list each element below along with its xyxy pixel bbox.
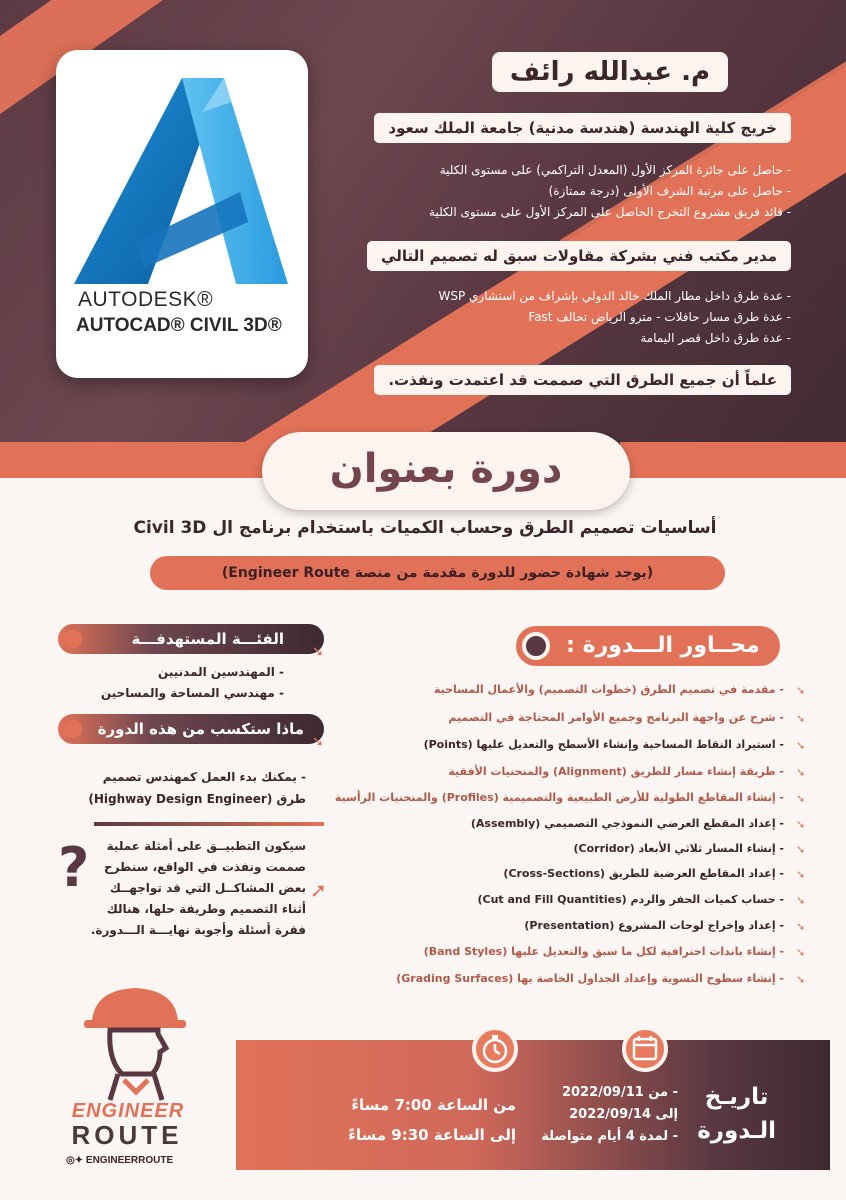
award-item: - قائد فريق مشروع التخرج الحاصل على المركز الأول على مستوى الكلية (429, 205, 791, 219)
schedule-label-line: تاريـخ (704, 1084, 769, 1110)
arrow-icon: ➘ (796, 818, 806, 831)
schedule-label (697, 1080, 776, 1148)
approval-note: علماً أن جميع الطرق التي صممت قد اعتمدت ونفذت. (374, 365, 791, 395)
decor-band (620, 442, 846, 478)
role-heading: مدير مكتب فني بشركة مقاولات سبق له تصميم التالي (367, 241, 791, 271)
project-item: - عدة طرق مسار حافلات - مترو الرياض تحالف Fast (528, 310, 791, 324)
logo-brand-text: AUTODESK® (78, 288, 214, 311)
time-from: من الساعة 7:00 مساءً (351, 1096, 516, 1114)
award-item: - حاصل على مرتبة الشرف الأولى (درجة ممتازة) (548, 184, 791, 198)
topic-item: - إعداد المقاطع العرضية للطريق (Cross-Sections) (503, 867, 784, 880)
topic-item: - طريقة إنشاء مسار للطريق (Alignment) والمنحنيات الأفقية (448, 765, 784, 778)
gain-line: طرق (Highway Design Engineer) (88, 792, 306, 806)
logo-product-text: AUTOCAD® CIVIL 3D® (76, 315, 282, 336)
practice-line: أثناء التصميم وطريقة حلها، هنالك (106, 902, 306, 916)
arrow-icon: ➘ (796, 739, 806, 752)
practice-line: صممت ونفذت في الواقع، سنطرح (103, 860, 306, 874)
project-item: - عدة طرق داخل قصر اليمامة (640, 331, 791, 345)
topic-item: - إعداد المقطع العرضي النموذجي التصميمي (Assembly) (470, 817, 784, 830)
course-subtitle: أساسيات تصميم الطرق وحساب الكميات باستخدام برنامج ال Civil 3D (133, 518, 717, 538)
brand-handle-text: ENGINEERROUTE (85, 1155, 174, 1166)
decor-ring (522, 632, 550, 660)
question-mark-icon: ? (58, 836, 90, 899)
twitter-icon: ✦ (74, 1155, 84, 1166)
autocad-a-logo-icon (74, 72, 290, 322)
calendar-icon (622, 1026, 668, 1072)
autocad-logo-card (56, 50, 308, 378)
arrow-icon: ➘ (796, 894, 806, 907)
practice-line: سيكون التطبيــق على أمثلة عملية (106, 839, 306, 853)
certificate-note: (يوجد شهادة حضور للدورة مقدمة من منصة Engineer Route) (150, 556, 725, 590)
arrow-icon: ➘ (796, 766, 806, 779)
brand-line1: ENGINEER (71, 1100, 185, 1122)
date-to: إلى 2022/09/14 (569, 1107, 678, 1122)
decor-dot (64, 720, 82, 738)
gain-heading: ماذا ستكسب من هذه الدورة (97, 720, 304, 738)
topic-item: - حساب كميات الحفر والردم (Cut and Fill Quantities) (477, 893, 784, 906)
arrow-icon: ➘ (796, 843, 806, 856)
practice-text (66, 836, 306, 941)
arrow-icon: ➘ (312, 644, 324, 660)
gain-heading-pill (58, 714, 324, 744)
target-item: - مهندسي المساحة والمساحين (100, 686, 284, 700)
divider (94, 822, 324, 826)
gain-text (46, 766, 306, 810)
instagram-icon: ◎ (66, 1155, 75, 1166)
target-item: - المهندسين المدنيين (158, 665, 284, 679)
topic-item: - إنشاء المقاطع الطولية للأرض الطبيعية والتصميمية (Profiles) والمنحنيات الرأسية (334, 791, 784, 804)
topic-item: - مقدمة في تصميم الطرق (خطوات التصميم) والأعمال المساحية (433, 683, 784, 696)
arrow-icon: ➘ (796, 868, 806, 881)
brand-handle (66, 1155, 196, 1166)
target-list (24, 662, 284, 704)
time-to: إلى الساعة 9:30 مساءً (348, 1126, 516, 1144)
awards-list (321, 160, 791, 223)
schedule-label-line: الـدورة (697, 1118, 776, 1144)
arrow-icon: ➘ (796, 946, 806, 959)
topic-item: - إنشاء باندات احترافية لكل ما سبق والتعديل عليها (Band Styles) (423, 945, 784, 958)
instructor-name: م. عبدالله رائف (492, 52, 728, 92)
practice-line: بعض المشاكــل التي قد تواجهــك (109, 881, 306, 895)
gain-line: - يمكنك بدء العمل كمهندس تصميم (102, 770, 306, 784)
engineer-helmet-logo-icon (80, 982, 190, 1102)
date-from: - من 2022/09/11 (561, 1085, 678, 1100)
topics-heading: محــاور الـــدورة : (566, 633, 760, 658)
topic-item: - إنشاء سطوح التسوية وإعداد الجداول الخاصة بها (Grading Surfaces) (396, 972, 784, 985)
projects-list (321, 286, 791, 349)
arrow-icon: ➘ (796, 920, 806, 933)
topic-item: - شرح عن واجهة البرنامج وجميع الأوامر المحتاجة في التصميم (448, 711, 784, 724)
topic-item: - استيراد النقاط المساحية وإنشاء الأسطح والتعديل عليها (Points) (423, 738, 784, 751)
topics-heading-pill (516, 626, 780, 666)
arrow-icon: ➘ (312, 734, 324, 750)
arrow-icon: ➘ (796, 973, 806, 986)
graduate-heading: خريج كلية الهندسة (هندسة مدنية) جامعة الملك سعود (374, 113, 791, 143)
arrow-icon: ➚ (310, 878, 327, 902)
topic-item: - إعداد وإخراج لوحات المشروع (Presentation) (524, 919, 784, 932)
schedule-dates (541, 1082, 678, 1148)
practice-line: فقرة أسئلة وأجوبة نهايـــة الـــدورة. (90, 923, 306, 937)
project-item: - عدة طرق داخل مطار الملك خالد الدولي بإشراف من استشاري WSP (438, 289, 791, 303)
award-item: - حاصل على جائزة المركز الأول (المعدل التراكمي) على مستوى الكلية (439, 163, 791, 177)
schedule-times (348, 1090, 516, 1150)
arrow-icon: ➘ (796, 792, 806, 805)
clock-icon (472, 1026, 518, 1072)
target-heading: الفئـــة المستهدفـــة (131, 630, 284, 648)
decor-dot (64, 630, 82, 648)
target-heading-pill (58, 624, 324, 654)
course-title: دورة بعنوان (262, 432, 630, 510)
topic-item: - إنشاء المسار ثلاثي الأبعاد (Corridor) (573, 842, 784, 855)
brand-line2: ROUTE (71, 1120, 183, 1150)
duration: - لمدة 4 أيام متواصلة (541, 1129, 678, 1144)
arrow-icon: ➘ (796, 684, 806, 697)
arrow-icon: ➘ (796, 712, 806, 725)
decor-band (0, 442, 270, 478)
